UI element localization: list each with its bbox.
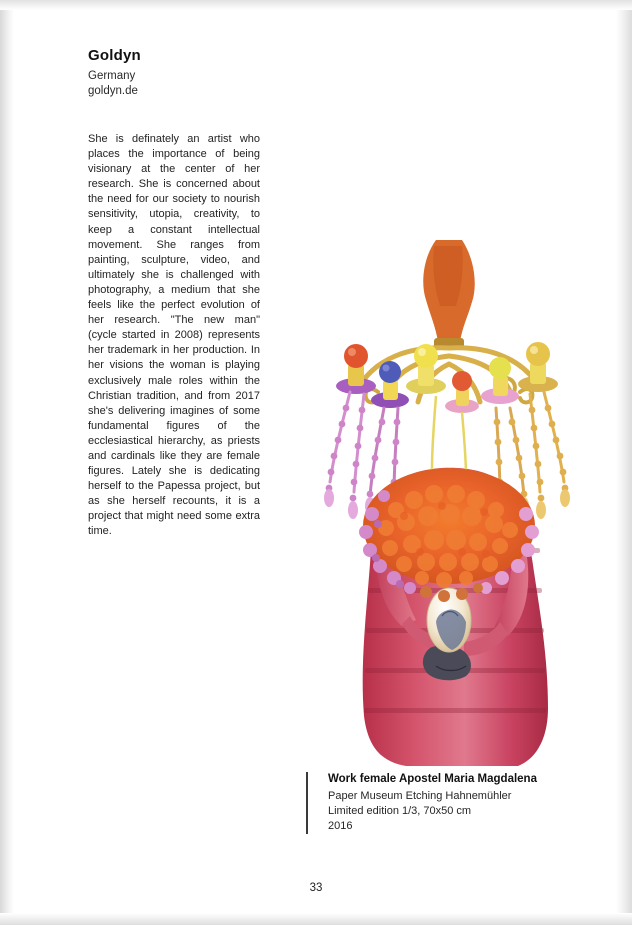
caption-year: 2016 xyxy=(328,819,353,832)
artist-name: Goldyn xyxy=(88,47,141,64)
artist-bio-text: She is definately an artist who places the importance of being visionary at the center of her research. She is concerned about the need for our society to nourish sensitivity, utopia, creativity, to keep a constant intellectual movement. She ranges from painting, sculpture, video, and ultimately she is challenged with photography, a medium that she feels like the perfect evolution of her research. "The new man" (cycle started in 2008) represents her trademark in her production. In her visions the woman is playing exclusively male roles within the Christian tradition, and from 2017 she's delivering imagines of some fundamental figures of the ecclesiastical hierarchy, as priests and cardinals like they are female figures. Lately she is dedicating herself to the Papessa project, but as she herself recounts, it is a project that might need some extra time. xyxy=(88,133,260,538)
caption-title: Work female Apostel Maria Magdalena xyxy=(328,773,537,785)
scan-edge-bottom xyxy=(0,913,632,925)
artist-website: goldyn.de xyxy=(88,85,138,98)
scan-edge-left xyxy=(0,0,14,925)
artwork-caption xyxy=(306,772,606,834)
caption-medium: Paper Museum Etching Hahnemühler xyxy=(328,789,512,802)
page-number: 33 xyxy=(309,882,323,894)
scan-edge-right xyxy=(616,0,632,925)
artwork-image xyxy=(286,196,610,766)
artist-country: Germany xyxy=(88,69,136,82)
artist-header xyxy=(88,48,288,100)
scan-edge-top xyxy=(0,0,632,10)
caption-edition: Limited edition 1/3, 70x50 cm xyxy=(328,804,472,817)
